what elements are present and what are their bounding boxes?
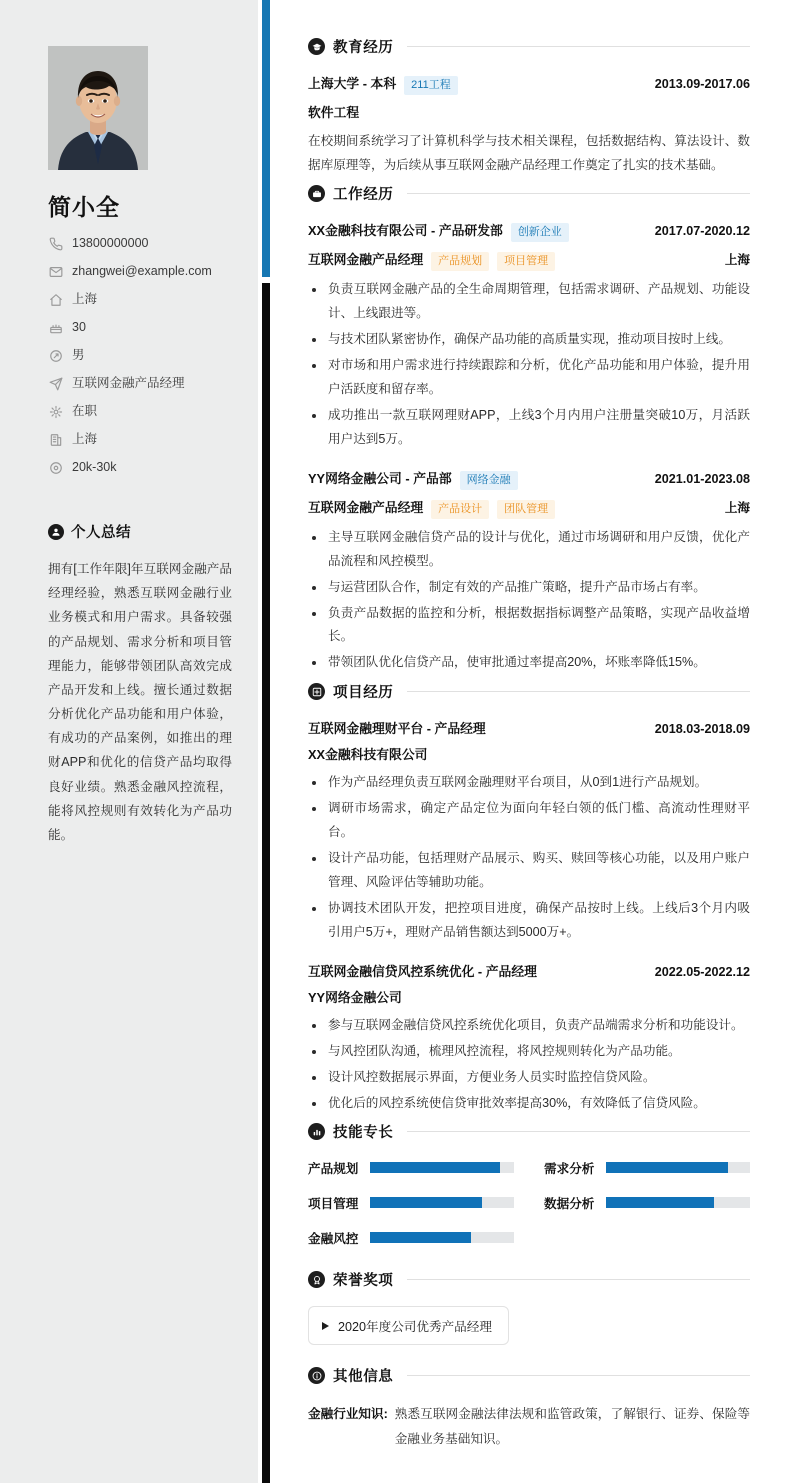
work-bullet: 与技术团队紧密协作，确保产品功能的高质量实现，推动项目按时上线。 [308,328,750,352]
work-company: XX金融科技有限公司 - 产品研发部 [308,223,503,239]
section-title-projects: 项目经历 [333,685,394,702]
education-entry [308,73,750,177]
project-company: XX金融科技有限公司 [308,747,428,763]
work-entry [308,220,750,451]
sidebar [0,0,258,1483]
main-content [258,0,794,1483]
skill-progress-track [606,1162,750,1173]
section-skills [308,1121,750,1247]
accent-stripe-dark [262,283,270,1483]
contact-position [48,376,232,391]
work-date: 2021.01-2023.08 [654,471,750,486]
work-company-tag: 网络金融 [460,471,518,490]
work-role-tag: 产品设计 [431,500,489,519]
work-bullet: 主导互联网金融信贷产品的设计与优化，通过市场调研和用户反馈，优化产品流程和风控模型。 [308,526,750,574]
work-role-tag: 产品规划 [431,252,489,271]
work-role-tag: 团队管理 [497,500,555,519]
work-bullet: 带领团队优化信贷产品，使审批通过率提高20%，坏账率降低15%。 [308,651,750,675]
birthday-cake-icon [48,320,63,335]
project-bullets [308,771,750,944]
education-school: 上海大学 - 本科 [308,76,397,91]
person-circle-icon [48,524,64,540]
contact-city [48,292,232,307]
graduation-cap-icon [308,38,325,55]
work-bullet: 对市场和用户需求进行持续跟踪和分析，优化产品功能和用户体验，提升用户活跃度和留存率。 [308,354,750,402]
skill-progress-track [606,1197,750,1208]
work-role-row [308,497,750,519]
award-item[interactable] [308,1306,509,1345]
contact-salary-value: 20k-30k [72,460,117,474]
work-bullet: 负责产品数据的监控和分析，根据数据指标调整产品策略，实现产品收益增长。 [308,602,750,650]
work-company: YY网络金融公司 - 产品部 [308,470,452,486]
contact-email-value: zhangwei@example.com [72,264,212,278]
other-info-value: 熟悉互联网金融法律法规和监管政策，了解银行、证券、保险等金融业务基础知识。 [394,1407,750,1446]
project-bullet: 与风控团队沟通，梳理风控流程，将风控规则转化为产品功能。 [308,1040,750,1064]
section-title-work: 工作经历 [333,187,394,204]
contact-phone [48,236,232,251]
work-entry-header [308,220,750,242]
section-rule [407,691,750,692]
skill-label: 需求分析 [544,1162,595,1177]
contact-gender [48,348,232,363]
education-entry-header [308,73,750,95]
section-title-skills: 技能专长 [333,1125,394,1142]
work-bullets [308,526,750,676]
phone-icon [48,236,63,251]
work-company-tag: 创新企业 [511,223,569,242]
skill-item [544,1193,750,1212]
contact-email [48,264,232,279]
work-bullets [308,278,750,451]
contact-age [48,320,232,335]
project-date: 2018.03-2018.09 [654,722,750,737]
briefcase-icon [308,185,325,202]
summary-header [48,521,232,542]
work-date: 2017.07-2020.12 [654,224,750,239]
project-date: 2022.05-2022.12 [654,964,750,979]
work-location: 上海 [724,253,750,268]
education-description: 在校期间系统学习了计算机科学与技术相关课程，包括数据结构、算法设计、数据库原理等，为后续从事互联网金融产品经理工作奠定了扎实的技术基础。 [308,134,750,173]
skill-progress-track [370,1162,514,1173]
project-name: 互联网金融信贷风控系统优化 - 产品经理 [308,963,537,979]
work-bullet: 成功推出一款互联网理财APP，上线3个月内用户注册量突破10万，月活跃用户达到5万。 [308,404,750,452]
project-entry [308,718,750,944]
skill-label: 项目管理 [308,1197,359,1212]
project-company: YY网络金融公司 [308,989,402,1005]
skill-item [544,1158,750,1177]
section-rule [407,46,750,47]
skill-label: 金融风控 [308,1232,359,1247]
project-bullet: 协调技术团队开发，把控项目进度，确保产品按时上线。上线后3个月内吸引用户5万+，理财产品销售额达到5000万+。 [308,897,750,945]
project-name: 互联网金融理财平台 - 产品经理 [308,721,486,737]
section-rule [407,1131,750,1132]
contact-salary [48,460,232,475]
project-bullet: 优化后的风控系统使信贷审批效率提高30%，有效降低了信贷风险。 [308,1092,750,1116]
work-entry [308,468,750,676]
section-work [308,183,750,675]
bar-chart-icon [308,1123,325,1140]
section-header-work [308,183,750,204]
contact-list [48,236,232,475]
education-date: 2013.09-2017.06 [654,77,750,91]
summary-title: 个人总结 [71,525,131,541]
project-bullet: 设计风控数据展示界面，方便业务人员实时监控信贷风险。 [308,1066,750,1090]
contact-workplace-value: 上海 [72,432,98,446]
contact-position-value: 互联网金融产品经理 [72,376,185,390]
section-header-education [308,36,750,57]
project-grid-icon [308,683,325,700]
paper-plane-icon [48,376,63,391]
skill-progress-track [370,1232,514,1243]
summary-text: 拥有[工作年限]年互联网金融产品经理经验，熟悉互联网金融行业业务模式和用户需求。具备较强的产品规划、需求分析和项目管理能力，能够带领团队高效完成产品开发和上线。擅长通过数据分析优化产品功能和用户体验，有成功的产品案例，如推出的理财APP和优化的信贷产品均取得良好业绩。熟悉金融风控流程，能将风控规则有效转化为产品功能。 [48,562,232,842]
summary-section [48,521,232,847]
work-role: 互联网金融产品经理 [308,252,424,268]
contact-phone-value: 13800000000 [72,236,149,250]
work-role: 互联网金融产品经理 [308,499,424,515]
project-entry-header [308,718,750,737]
skill-progress-fill [606,1197,714,1208]
section-title-awards: 荣誉奖项 [333,1273,394,1290]
accent-stripe-blue [262,0,270,277]
work-bullet: 与运营团队合作，制定有效的产品推广策略，提升产品市场占有率。 [308,576,750,600]
award-medal-icon [308,1271,325,1288]
education-tag: 211工程 [404,76,458,95]
skill-item [308,1193,514,1212]
project-bullet: 调研市场需求，确定产品定位为面向年轻白领的低门槛、高流动性理财平台。 [308,797,750,845]
play-triangle-icon [322,1322,329,1330]
work-role-tag: 项目管理 [497,252,555,271]
project-bullet: 作为产品经理负责互联网金融理财平台项目，从0到1进行产品规划。 [308,771,750,795]
mail-icon [48,264,63,279]
other-info-label: 金融行业知识: [308,1407,388,1422]
section-header-skills [308,1121,750,1142]
skill-label: 产品规划 [308,1162,359,1177]
skill-item [308,1158,514,1177]
skill-progress-fill [370,1197,482,1208]
section-rule [407,1279,750,1280]
contact-status [48,404,232,419]
info-circle-icon [308,1367,325,1384]
section-title-education: 教育经历 [333,40,394,56]
skill-progress-fill [370,1232,471,1243]
section-other-info [308,1365,750,1450]
section-header-other-info [308,1365,750,1386]
project-bullet: 参与互联网金融信贷风控系统优化项目，负责产品端需求分析和功能设计。 [308,1014,750,1038]
other-info-item [308,1402,750,1450]
award-label: 2020年度公司优秀产品经理 [338,1320,492,1335]
building-icon [48,432,63,447]
contact-age-value: 30 [72,320,86,334]
section-rule [407,1375,750,1376]
section-header-awards [308,1269,750,1290]
project-bullets [308,1014,750,1116]
section-title-other-info: 其他信息 [333,1369,394,1386]
section-header-projects [308,681,750,702]
skill-progress-track [370,1197,514,1208]
contact-gender-value: 男 [72,348,85,362]
skill-item [308,1228,514,1247]
section-projects [308,681,750,1115]
project-entry [308,961,750,1116]
skill-progress-fill [370,1162,499,1173]
award-list [308,1306,750,1345]
salary-coin-icon [48,460,63,475]
project-bullet: 设计产品功能，包括理财产品展示、购买、赎回等核心功能，以及用户账户管理、风险评估等辅助功能。 [308,847,750,895]
work-location: 上海 [724,500,750,515]
section-awards [308,1269,750,1345]
education-major: 软件工程 [308,105,360,120]
skill-label: 数据分析 [544,1197,595,1212]
profile-photo [48,46,148,170]
contact-city-value: 上海 [72,292,98,306]
section-education [308,36,750,177]
gender-icon [48,348,63,363]
home-icon [48,292,63,307]
status-gear-icon [48,404,63,419]
work-role-row [308,249,750,271]
work-bullet: 负责互联网金融产品的全生命周期管理，包括需求调研、产品规划、功能设计、上线跟进等。 [308,278,750,326]
project-entry-header [308,961,750,980]
skills-grid [308,1158,750,1247]
avatar-illustration [48,46,148,170]
contact-status-value: 在职 [72,404,98,418]
work-entry-header [308,468,750,490]
skill-progress-fill [606,1162,728,1173]
contact-workplace [48,432,232,447]
section-rule [407,193,750,194]
person-name: 简小全 [48,194,120,220]
